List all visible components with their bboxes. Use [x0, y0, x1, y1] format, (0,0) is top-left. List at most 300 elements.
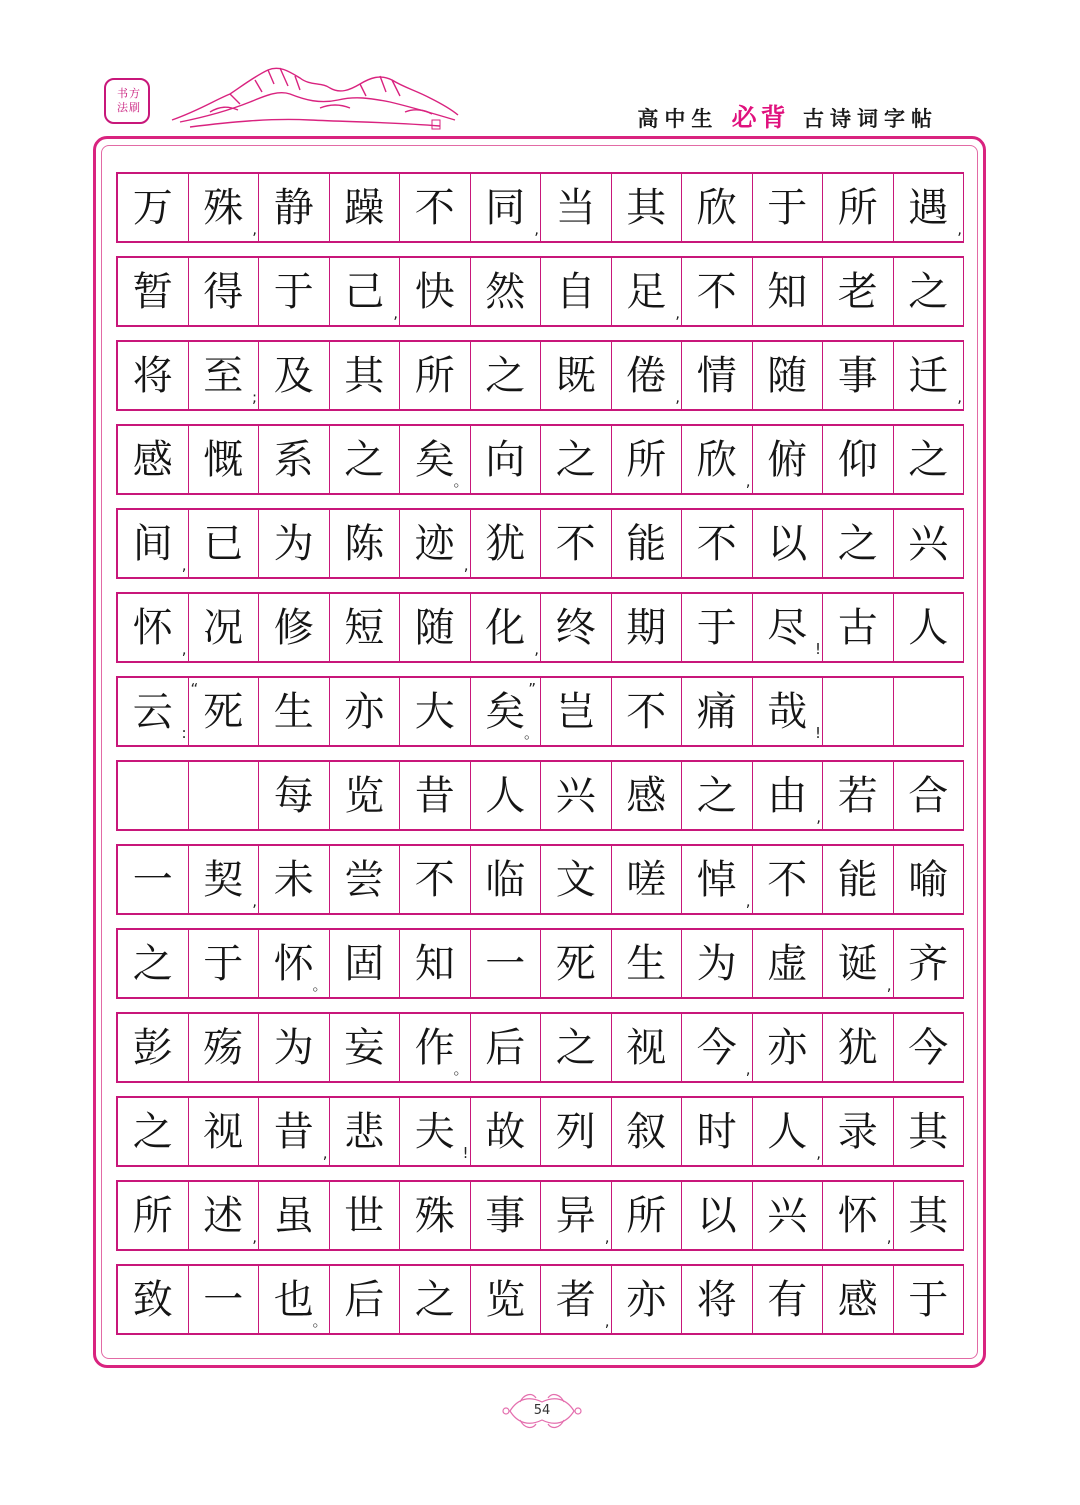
grid-cell: [823, 342, 894, 409]
character: 诞: [837, 940, 878, 987]
grid-cell: [823, 678, 894, 745]
character: 览: [344, 772, 385, 819]
grid-cell: [259, 174, 330, 241]
grid-cell: [682, 594, 753, 661]
character: 不: [626, 688, 667, 735]
grid-cell: [823, 258, 894, 325]
grid-cell: [682, 510, 753, 577]
grid-cell: [118, 1182, 189, 1249]
grid-cell: [118, 762, 189, 829]
character: 述: [203, 1192, 244, 1239]
character: 哉: [767, 688, 808, 735]
character: 于: [696, 604, 737, 651]
grid-cell: [612, 930, 683, 997]
grid-cell: [753, 174, 824, 241]
character: 其: [908, 1192, 949, 1239]
grid-cell: [259, 342, 330, 409]
character: 云: [132, 688, 173, 735]
punctuation-mark: ,: [745, 1060, 751, 1078]
character: 犹: [837, 1024, 878, 1071]
grid-cell: [682, 1014, 753, 1081]
grid-cell: [118, 1266, 189, 1333]
character: 喻: [908, 856, 949, 903]
book-title: [637, 98, 938, 134]
grid-cell: [259, 426, 330, 493]
character: 视: [203, 1108, 244, 1155]
grid-cell: [118, 1098, 189, 1165]
grid-cell: [682, 678, 753, 745]
grid-cell: [259, 678, 330, 745]
grid-cell: [753, 762, 824, 829]
grid-cell: [330, 258, 401, 325]
grid-cell: [894, 930, 965, 997]
punctuation-mark: ,: [957, 388, 962, 406]
character: 将: [696, 1276, 737, 1323]
character: 老: [837, 268, 878, 315]
character: 躁: [344, 184, 385, 231]
grid-cell: [400, 1098, 471, 1165]
grid-cell: [894, 1266, 965, 1333]
open-quote-mark: “: [190, 680, 199, 698]
character: 殊: [414, 1192, 455, 1239]
grid-cell: [753, 1266, 824, 1333]
grid-cell: [612, 1014, 683, 1081]
grid-cell: [118, 258, 189, 325]
grid-cell: [541, 510, 612, 577]
character: 情: [696, 352, 737, 399]
punctuation-mark: ,: [957, 220, 962, 238]
character: 痛: [696, 688, 737, 735]
grid-cell: [118, 594, 189, 661]
grid-cell: [330, 678, 401, 745]
character: 怀: [273, 940, 314, 987]
grid-cell: [189, 1098, 260, 1165]
grid-cell: [612, 594, 683, 661]
character: 死: [203, 688, 244, 735]
punctuation-mark: 。: [453, 1060, 469, 1078]
character: 己: [344, 268, 385, 315]
page-number-badge: [500, 1388, 584, 1434]
grid-cell: [189, 930, 260, 997]
grid-row: [116, 1264, 964, 1335]
character: 为: [273, 520, 314, 567]
grid-cell: [753, 1014, 824, 1081]
character: 短: [344, 604, 385, 651]
character: 况: [203, 604, 244, 651]
grid-cell: [330, 846, 401, 913]
grid-cell: [189, 762, 260, 829]
punctuation-mark: ,: [745, 892, 751, 910]
character: 其: [344, 352, 385, 399]
character: 至: [203, 352, 244, 399]
grid-row: [116, 340, 964, 411]
character: 怀: [837, 1192, 878, 1239]
grid-cell: [118, 426, 189, 493]
character: 修: [273, 604, 314, 651]
character: 陈: [344, 520, 385, 567]
grid-cell: [894, 678, 965, 745]
character: 死: [555, 940, 596, 987]
grid-cell: [682, 762, 753, 829]
character: 遇: [908, 184, 949, 231]
grid-cell: [259, 930, 330, 997]
grid-cell: [189, 594, 260, 661]
character: 有: [767, 1276, 808, 1323]
grid-cell: [612, 1182, 683, 1249]
character: 倦: [626, 352, 667, 399]
grid-cell: [259, 762, 330, 829]
grid-cell: [541, 846, 612, 913]
grid-cell: [894, 846, 965, 913]
character: 所: [414, 352, 455, 399]
character: 悼: [696, 856, 737, 903]
character: 之: [555, 1024, 596, 1071]
title-suffix: 古诗词字帖: [803, 107, 938, 131]
character: 当: [555, 184, 596, 231]
grid-cell: [259, 1098, 330, 1165]
character: 不: [767, 856, 808, 903]
grid-cell: [400, 510, 471, 577]
character: 为: [273, 1024, 314, 1071]
character: 不: [414, 856, 455, 903]
grid-cell: [612, 1098, 683, 1165]
character: 世: [344, 1192, 385, 1239]
character: 然: [485, 268, 526, 315]
grid-cell: [400, 594, 471, 661]
character: 悲: [344, 1108, 385, 1155]
grid-row: [116, 508, 964, 579]
grid-cell: [400, 174, 471, 241]
punctuation-mark: ,: [181, 640, 187, 658]
grid-cell: [118, 846, 189, 913]
character: 于: [908, 1276, 949, 1323]
grid-cell: [189, 426, 260, 493]
character: 足: [626, 268, 667, 315]
grid-cell: [894, 174, 965, 241]
character: 文: [555, 856, 596, 903]
title-accent: 必背: [731, 103, 790, 132]
character: 其: [908, 1108, 949, 1155]
character: 既: [555, 352, 596, 399]
punctuation-mark: ,: [675, 304, 680, 322]
character: 不: [696, 520, 737, 567]
character: 今: [908, 1024, 949, 1071]
grid-cell: [612, 846, 683, 913]
character: 视: [626, 1024, 667, 1071]
grid-cell: [330, 594, 401, 661]
character: 不: [414, 184, 455, 231]
punctuation-mark: ,: [181, 556, 187, 574]
grid-row: [116, 928, 964, 999]
logo-seal: [104, 78, 150, 124]
character: 契: [203, 856, 244, 903]
character: 者: [555, 1276, 596, 1323]
grid-row: [116, 760, 964, 831]
character: 之: [696, 772, 737, 819]
punctuation-mark: ,: [816, 808, 821, 826]
punctuation-mark: ,: [534, 640, 539, 658]
character: 于: [203, 940, 244, 987]
character: 以: [767, 520, 808, 567]
character: 所: [626, 1192, 667, 1239]
character: 之: [132, 940, 173, 987]
character: 期: [626, 604, 667, 651]
grid-cell: [823, 846, 894, 913]
character: 间: [132, 520, 173, 567]
grid-cell: [330, 930, 401, 997]
grid-cell: [471, 1182, 542, 1249]
grid-cell: [753, 930, 824, 997]
character: 矣: [414, 436, 455, 483]
grid-cell: [189, 342, 260, 409]
grid-cell: [259, 258, 330, 325]
character: 兴: [555, 772, 596, 819]
character: 感: [837, 1276, 878, 1323]
grid-cell: [330, 342, 401, 409]
grid-cell: [753, 258, 824, 325]
character: 之: [908, 268, 949, 315]
character: 怀: [132, 604, 173, 651]
character: 尽: [767, 604, 808, 651]
grid-cell: [682, 1266, 753, 1333]
grid-cell: [471, 510, 542, 577]
character: 夫: [414, 1108, 455, 1155]
grid-cell: [400, 1182, 471, 1249]
character: 一: [485, 940, 526, 987]
page-frame-inner: [101, 145, 978, 1359]
character: 事: [485, 1192, 526, 1239]
character: 录: [837, 1108, 878, 1155]
grid-cell: [189, 1014, 260, 1081]
grid-cell: [471, 846, 542, 913]
grid-cell: [612, 426, 683, 493]
character: 所: [837, 184, 878, 231]
grid-cell: [471, 930, 542, 997]
grid-cell: [823, 426, 894, 493]
character: 犹: [485, 520, 526, 567]
logo-text: 书方法刷: [117, 87, 141, 114]
character: 万: [132, 184, 173, 231]
character: 随: [414, 604, 455, 651]
character: 嗟: [626, 856, 667, 903]
punctuation-mark: 。: [453, 472, 469, 490]
character: 随: [767, 352, 808, 399]
grid-row: [116, 424, 964, 495]
character: 由: [767, 772, 808, 819]
character: 亦: [344, 688, 385, 735]
character: 终: [555, 604, 596, 651]
punctuation-mark: ,: [675, 388, 680, 406]
character: 慨: [203, 436, 244, 483]
punctuation-mark: ,: [886, 1228, 892, 1246]
grid-cell: [612, 510, 683, 577]
character: 齐: [908, 940, 949, 987]
grid-cell: [259, 594, 330, 661]
punctuation-mark: 。: [312, 976, 328, 994]
grid-cell: [823, 762, 894, 829]
grid-cell: [118, 930, 189, 997]
grid-cell: [541, 594, 612, 661]
character: 每: [273, 772, 314, 819]
grid-cell: [541, 258, 612, 325]
grid-cell: [682, 426, 753, 493]
character: 之: [485, 352, 526, 399]
punctuation-mark: !: [814, 640, 821, 658]
character: 生: [273, 688, 314, 735]
character: 感: [626, 772, 667, 819]
grid-cell: [330, 1182, 401, 1249]
character: 所: [132, 1192, 173, 1239]
grid-cell: [400, 1014, 471, 1081]
grid-cell: [612, 762, 683, 829]
punctuation-mark: ,: [886, 976, 892, 994]
character: 人: [485, 772, 526, 819]
grid-cell: [894, 1014, 965, 1081]
grid-cell: [471, 1014, 542, 1081]
grid-cell: [118, 174, 189, 241]
character: 殇: [203, 1024, 244, 1071]
punctuation-mark: :: [181, 724, 187, 742]
character: 所: [626, 436, 667, 483]
grid-cell: [823, 1014, 894, 1081]
grid-cell: [753, 426, 824, 493]
character: 不: [555, 520, 596, 567]
close-quote-mark: ”: [528, 680, 536, 698]
grid-cell: [541, 342, 612, 409]
grid-cell: [823, 510, 894, 577]
punctuation-mark: !: [814, 724, 821, 742]
character: 虚: [767, 940, 808, 987]
punctuation-mark: ,: [534, 220, 539, 238]
grid-cell: [189, 1266, 260, 1333]
grid-cell: [400, 342, 471, 409]
character: 时: [696, 1108, 737, 1155]
grid-cell: [894, 258, 965, 325]
character: 及: [273, 352, 314, 399]
character: 亦: [626, 1276, 667, 1323]
grid-cell: [471, 174, 542, 241]
grid-cell: [682, 930, 753, 997]
grid-cell: [259, 1266, 330, 1333]
grid-cell: [259, 1014, 330, 1081]
grid-cell: [753, 1098, 824, 1165]
grid-cell: [189, 846, 260, 913]
character: 系: [273, 436, 314, 483]
character: 一: [132, 856, 173, 903]
grid-row: [116, 256, 964, 327]
grid-cell: [189, 258, 260, 325]
character: 化: [485, 604, 526, 651]
grid-cell: [894, 426, 965, 493]
character: 俯: [767, 436, 808, 483]
grid-cell: [894, 1098, 965, 1165]
grid-cell: [753, 678, 824, 745]
character: 列: [555, 1108, 596, 1155]
character: 生: [626, 940, 667, 987]
grid-row: [116, 676, 964, 747]
grid-cell: [330, 1098, 401, 1165]
character: 后: [344, 1276, 385, 1323]
grid-cell: [612, 342, 683, 409]
character: 知: [414, 940, 455, 987]
grid-cell: [894, 594, 965, 661]
punctuation-mark: ,: [604, 1228, 610, 1246]
character: 其: [626, 184, 667, 231]
grid-cell: [189, 510, 260, 577]
grid-cell: [189, 174, 260, 241]
grid-cell: [471, 426, 542, 493]
grid-cell: [753, 510, 824, 577]
character: 知: [767, 268, 808, 315]
character: 为: [696, 940, 737, 987]
grid-cell: [541, 762, 612, 829]
character: 尝: [344, 856, 385, 903]
character: 欣: [696, 436, 737, 483]
grid-cell: [682, 342, 753, 409]
character: 作: [414, 1024, 455, 1071]
grid-cell: [400, 678, 471, 745]
character: 人: [908, 604, 949, 651]
character: 之: [344, 436, 385, 483]
character: 于: [273, 268, 314, 315]
grid-cell: [471, 1266, 542, 1333]
character: 岂: [555, 688, 596, 735]
character: 之: [132, 1108, 173, 1155]
character: 致: [132, 1276, 173, 1323]
grid-cell: [823, 594, 894, 661]
character: 若: [837, 772, 878, 819]
grid-cell: [471, 1098, 542, 1165]
grid-cell: [330, 174, 401, 241]
character: 暂: [132, 268, 173, 315]
grid-cell: [118, 510, 189, 577]
grid-cell: [400, 930, 471, 997]
grid-cell: [612, 258, 683, 325]
punctuation-mark: ,: [252, 220, 257, 238]
grid-cell: [118, 678, 189, 745]
character: 妄: [344, 1024, 385, 1071]
grid-cell: [541, 930, 612, 997]
character: 古: [837, 604, 878, 651]
grid-cell: [400, 762, 471, 829]
grid-cell: [400, 1266, 471, 1333]
grid-cell: [823, 1098, 894, 1165]
grid-cell: [894, 510, 965, 577]
grid-row: [116, 1012, 964, 1083]
character: 不: [696, 268, 737, 315]
character: 之: [555, 436, 596, 483]
grid-cell: [541, 426, 612, 493]
character: 事: [837, 352, 878, 399]
character: 于: [767, 184, 808, 231]
grid-cell: [682, 174, 753, 241]
character: 合: [908, 772, 949, 819]
punctuation-mark: 。: [523, 724, 539, 742]
grid-cell: [823, 1182, 894, 1249]
character: 殊: [203, 184, 244, 231]
grid-cell: [612, 1266, 683, 1333]
punctuation-mark: ,: [816, 1144, 821, 1162]
title-prefix: 高中生: [637, 107, 719, 131]
character: 彭: [132, 1024, 173, 1071]
grid-cell: [259, 846, 330, 913]
grid-cell: [471, 678, 542, 745]
grid-cell: [330, 762, 401, 829]
character: 之: [414, 1276, 455, 1323]
character: 迁: [908, 352, 949, 399]
character: 临: [485, 856, 526, 903]
character: 叙: [626, 1108, 667, 1155]
